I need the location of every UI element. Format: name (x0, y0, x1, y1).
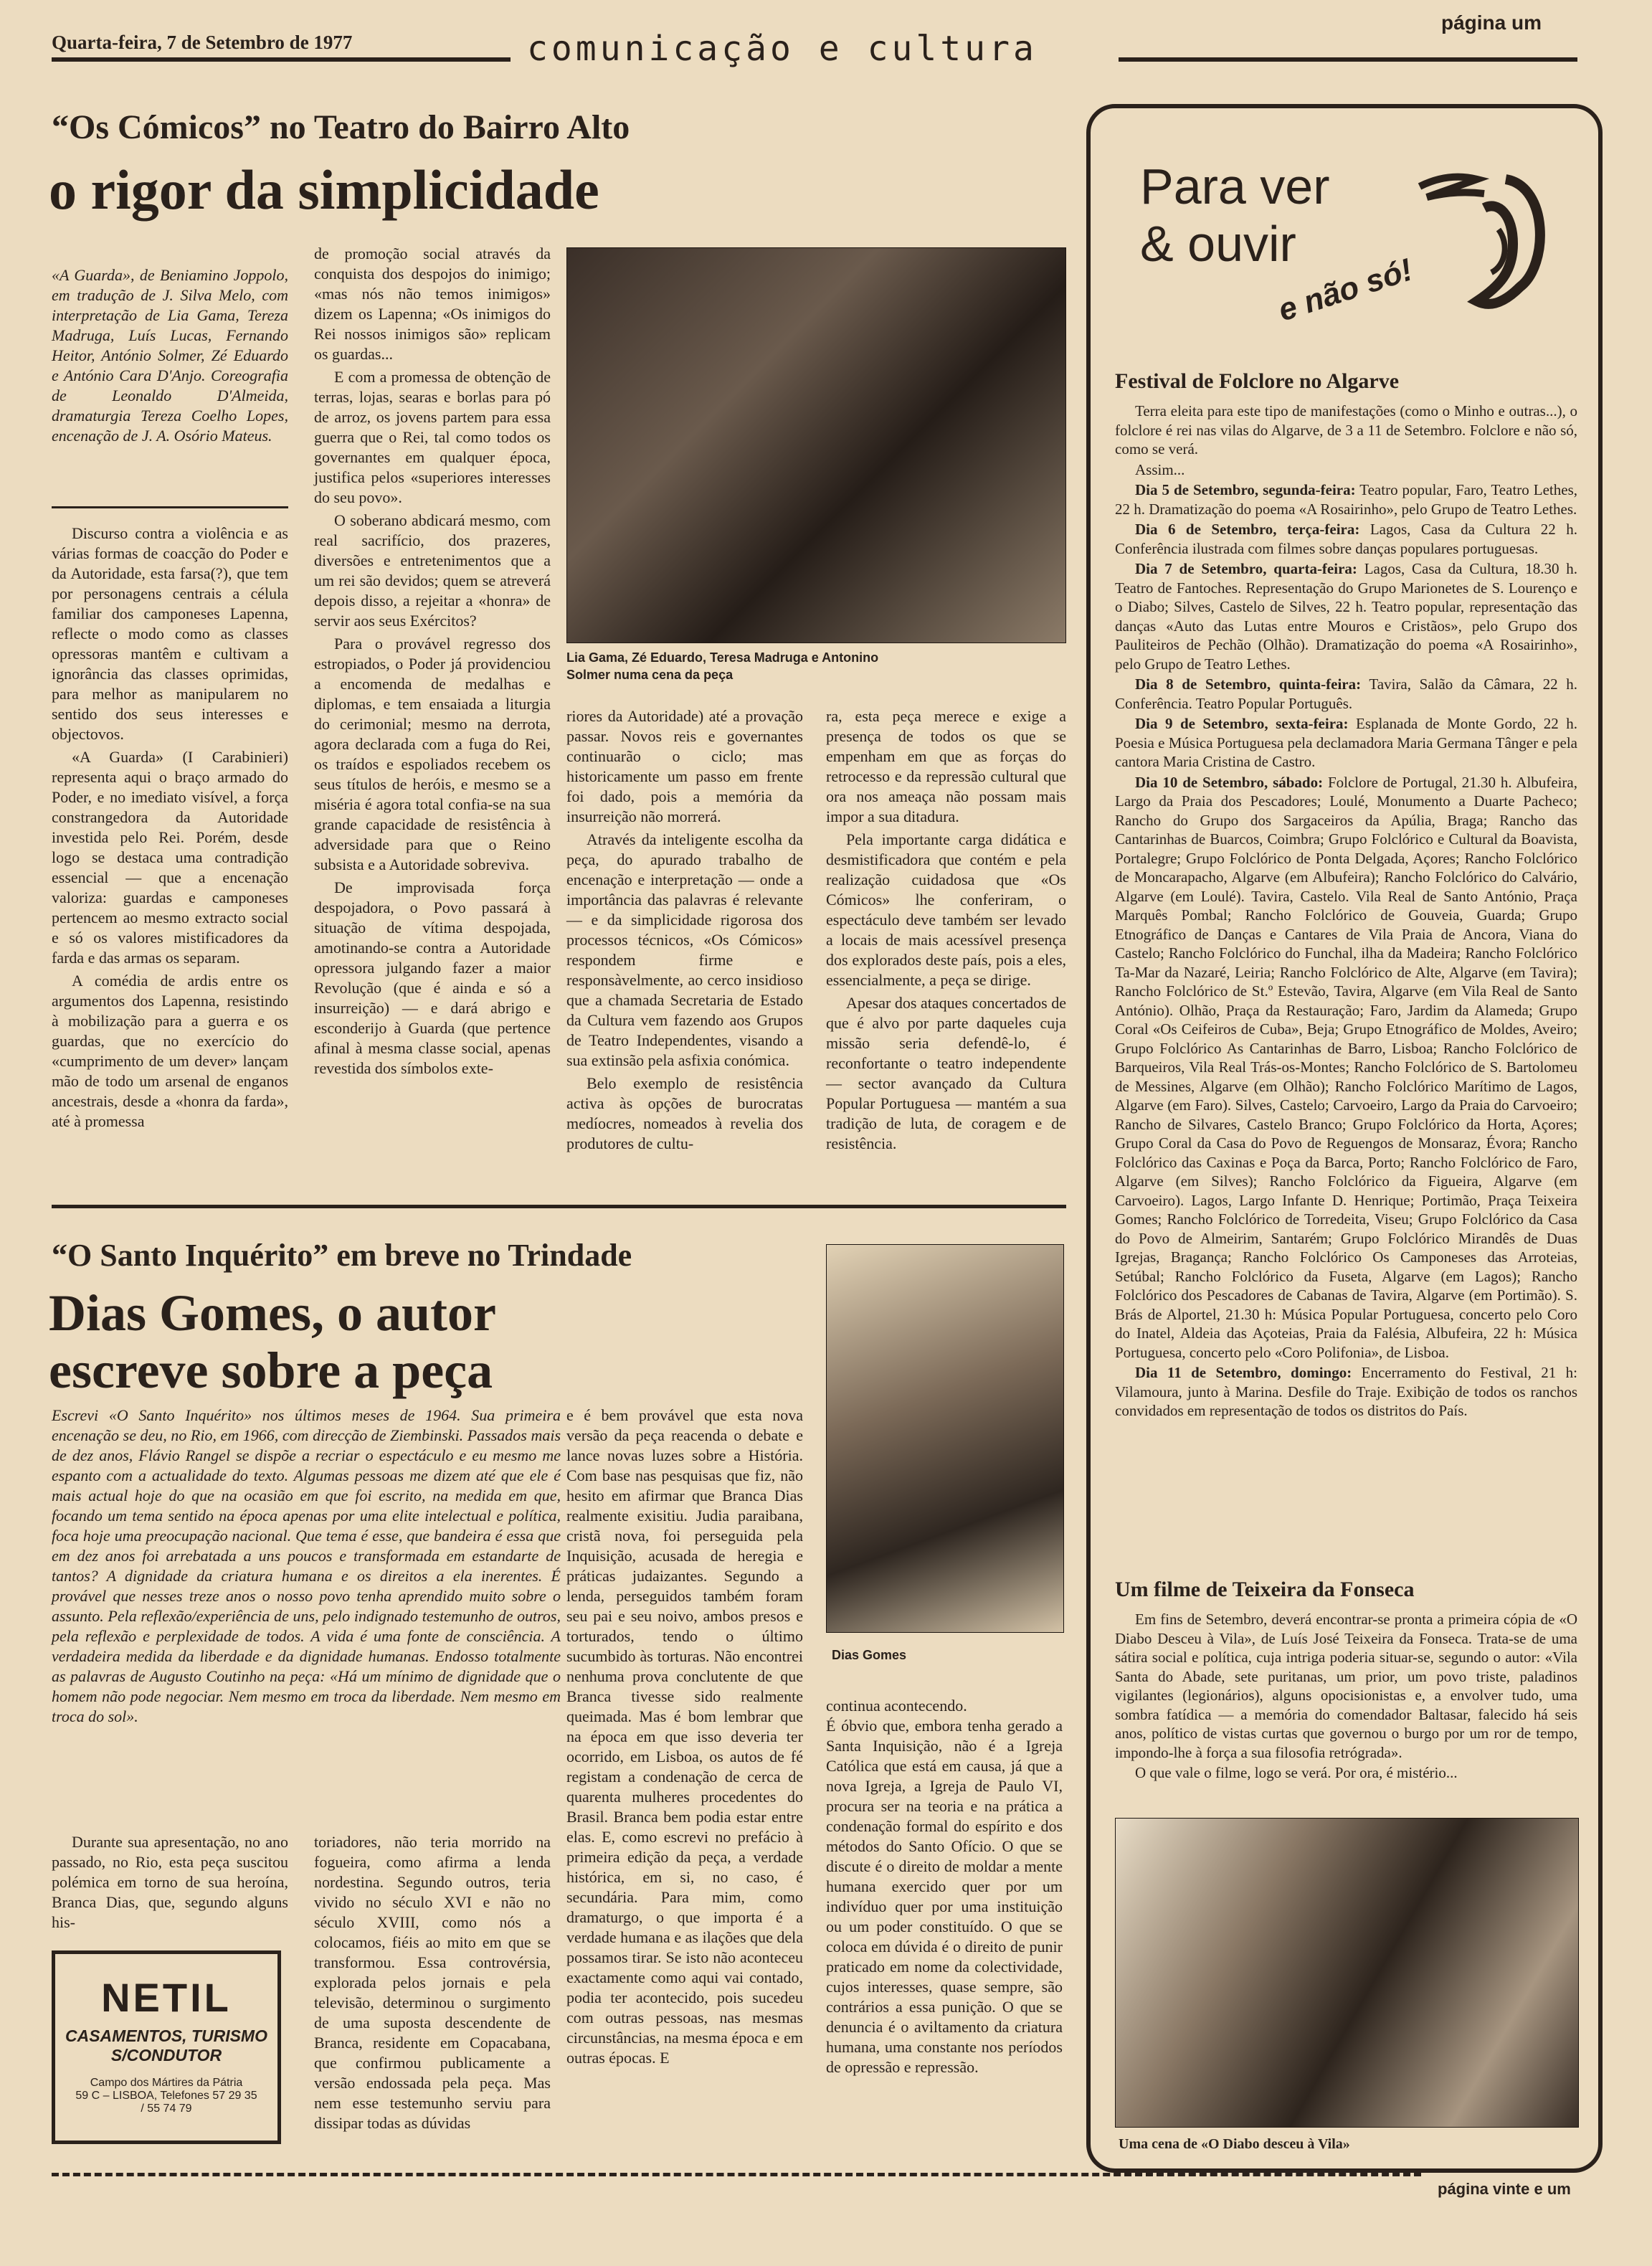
article1-col4 (826, 706, 1066, 1157)
footer-dashes (52, 2173, 1421, 2176)
masthead-rule-right (1119, 57, 1577, 62)
article1-col2 (314, 244, 551, 1081)
festival-programme (1115, 402, 1577, 1422)
day-label: Dia 5 de Setembro, segunda-feira: (1135, 481, 1356, 498)
article2-intro: Escrevi «O Santo Inquérito» nos últimos meses de 1964. Sua primeira encenação se deu, no Rio, em 1966, com direcção de Ziembinski. Passados mais de dez anos, Flávio Rangel se dispõe a recriar o espectáculo e eu mesmo me espanto com a actualidade do texto. Algumas pessoas me dizem até que ele é mais actual hoje do que na ocasião em que foi escrito, na medida em que, focando um tema sentido na época apenas por uma elite intelectual e política, foca hoje uma preocupação nacional. Que tema é esse, que bandeira é essa que em dez anos foi arrebatada a uns poucos e transformada em estandarte de tantos? A dignidade da criatura humana e os direitos a ela inerentes. É provável que nesses treze anos o nosso povo tenha aprendido muito sobre o assunto. Pela reflexão/experiência de uns, pelo indignado testemunho de outros, pela reflexão e perplexidade de todos. A vida é uma fonte de consciência. A verdadeira medida da liberdade e da dignidade humanas. Endosso totalmente as palavras de Augusto Coutinho na peça: «Há um mínimo de dignidade que o homem não pode negociar. Nem mesmo em troca da liberdade. Nem mesmo em troca do sol». (52, 1406, 561, 1725)
paragraph: ra, esta peça merece e exige a presença de todos os que se empenham em que as forças do retrocesso e da repressão cultural que ora nos ameaça não possam mais impor a sua ditadura. (826, 707, 1066, 825)
festival-title: Festival de Folclore no Algarve (1115, 369, 1400, 393)
article2-col2: toriadores, não teria morrido na fogueira, como afirma a lenda nordestina. Segundo outros, teria vivido no século XVI e não no século XVIII, como nós a colocamos, fiéis ao mito em que se transformou. Essa controvérsia, explorada pelos jornais e pela televisão, determinou o surgimento de uma suposta descendente de Branca, residente em Copacabana, que confirmou publicamente a versão endossada pela peça. Mas nem esse testemunho serviu para dissipar todas as dúvidas (314, 1833, 551, 2132)
day-entry (1115, 520, 1577, 558)
portrait-caption: Dias Gomes (832, 1648, 907, 1662)
day-entry (1115, 714, 1577, 772)
sidebar-title-1: Para ver (1140, 158, 1330, 214)
paragraph: riores da Autoridade) até a provação passar. Novos reis e governantes continuarão o ciclo; mas historicamente um passo em frente foi dado, pois a memória da insurreição não morrerá. (566, 707, 803, 825)
ad-name: NETIL (101, 1975, 232, 2020)
masthead-rule-left (52, 57, 511, 62)
article2-kicker: “O Santo Inquérito” em breve no Trindade (52, 1238, 632, 1273)
day-text: Folclore de Portugal, 21.30 h. Albufeira, Largo da Praia dos Pescadores; Loulé, Monumento a Duarte Pacheco; Rancho do Grupo dos Sargaceiros da Apúlia, Braga; Rancho das Cantarinhas de Buarcos, Coimbra; Grupo Folclórico e Cultural da Boavista, Portalegre; Grupo Folclórico de Ponta Delgada, Açores; Rancho Folclórico de Moncarapacho, Algarve (em Albufeira); Rancho Folclórico do Calvário, Algarve (em Loulé). Tavira, Castelo. Vila Real de Santo António, Praça Marquês Pombal; Rancho Folclórico de Gouveia, Guarda; Grupo Etnográfico de Danças e Cantares de Vila Praia de Ancora, Viana do Castelo; Rancho Folclórico do Funchal, ilha da Madeira; Rancho Folclórico Ta-Mar da Nazaré, Leiria; Rancho Folclórico de Alte, Algarve (em Tavira); Rancho Folclórico de St.º Estevão, Tavira, Algarve (em Vila Real de Santo António). Olhão, Praça da Restauração; Faro, Jardim da Alameda; Grupo Coral «Os Ceifeiros de Cuba», Beja; Grupo Etnográfico de Moldes, Aveiro; Grupo Folclórico As Cantarinhas de Barro, Lisboa; Rancho Folclórico de Barqueiros, Vila Real Trás-os-Montes; Rancho Folclórico de S. Bartolomeu de Messines, Algarve (em Olhão); Rancho Folclórico Marítimo de Lagos, Algarve (em Faro). Silves, Castelo; Carvoeiro, Largo da Praia do Carvoeiro; Rancho de Silvares, Castelo Branco; Grupo Folclórico da Horta, Açores; Grupo Coral da Casa do Povo de Reguengos de Monsaraz, Évora; Rancho Folclórico das Caxinas e Poça da Barca, Porto; Rancho Folclórico de Faro, Algarve (em Silves); Rancho Folclórico da Figueira, Algarve (em Carvoeiro). Lagos, Largo Infante D. Henrique; Portimão, Praça Teixeira Gomes; Rancho Folclórico de Torredeita, Viseu; Grupo Folclórico da Casa do Povo de Almeirim, Santarém; Grupo Folclórico Mirandês de Duas Igrejas, Bragança; Rancho Folclórico Os Camponeses das Arroteias, Setúbal; Rancho Folclórico da Fuseta, Algarve (em Lagos); Rancho Folclórico dos Pescadores de Cabanas de Tavira, Algarve (em Portimão). S. Brás de Alportel, 21.30 h: Música Popular Portuguesa, concerto pelo Coro do Inatel, Aldeia das Açoteias, Praia da Falésia, Albufeira, 22 h: Música Portuguesa, concerto pelo «Coro Polifonia», de Lisboa. (1115, 773, 1577, 1361)
film-photo (1115, 1818, 1579, 2128)
day-label: Dia 8 de Setembro, quinta-feira: (1135, 675, 1362, 693)
day-entry (1115, 559, 1577, 673)
paragraph: Discurso contra a violência e as várias formas de coacção do Poder e da Autoridade, esta farsa(?), que tem por personagens centrais a célula familiar dos camponeses Lapenna, reflecte o modo como as classes opressoras mantêm e cultivam a ignorância das classes oprimidas, para melhor as manipularem no sentido dos seus interesses e objectovos. (52, 524, 288, 743)
paragraph: de promoção social através da conquista dos despojos do inimigo; «mas nós não temos inimigos» dizem os Lapenna; «Os inimigos do Rei nossos inimigos são» replicam os guardas... (314, 245, 551, 363)
ad-address2: 59 C – LISBOA, Telefones 57 29 35 (75, 2090, 257, 2102)
paragraph: Pela importante carga didática e desmistificadora que contém e pela realização cuidadosa que «Os Cómicos» lhe conferiram, o espectáculo deve também ser levado a locais de mais acessível presença dos explorados deste país, pois a eles, essencialmente, a peça se dirige. (826, 830, 1066, 989)
sidebar-title-3: e não só! (1274, 252, 1417, 328)
paragraph: «A Guarda» (I Carabinieri) representa aqui o braço armado do Poder, e no imediato visível, a força constrangedora da Autoridade investida pelo Rei. Porém, desde logo se destaca uma contradição essencial — que a encenação valoriza: guardas e camponeses pertencem ao mesmo extracto social e só os valores mistificadores da farda e das armas os separam. (52, 748, 288, 967)
day-text: Teatro popular, Faro, Teatro Lethes, 22 h. Dramatização do poema «A Rosairinho», pelo Grupo de Teatro Lethes. (1115, 481, 1577, 518)
day-label: Dia 10 de Setembro, sábado: (1135, 773, 1324, 791)
ear-icon (1405, 165, 1549, 316)
article1-credits: «A Guarda», de Beniamino Joppolo, em tradução de J. Silva Melo, com interpretação de Lia Gama, Tereza Madruga, Luís Lucas, Fernando Heitor, António Solmer, Zé Eduardo e António Cara D'Anjo. Coreografia de Leonaldo D'Almeida, dramaturgia Tereza Coelho Lopes, encenação de J. A. Osório Mateus. (52, 266, 288, 445)
day-text: Tavira, Salão da Câmara, 22 h. Conferência. Teatro Popular Português. (1115, 675, 1578, 712)
article1-headline: o rigor da simplicidade (49, 158, 599, 221)
day-entry (1115, 675, 1577, 713)
ad-address3: / 55 74 79 (141, 2103, 192, 2115)
festival-intro: Terra eleita para este tipo de manifestações (como o Minho e outras...), o folclore é rei nas vilas do Algarve, de 3 a 11 de Setembro. Folclore e não só, como se verá. (1115, 402, 1577, 458)
day-text: Lagos, Casa da Cultura, 18.30 h. Teatro de Fantoches. Representação do Grupo Marionetes de S. Lourenço e o Diabo; Silves, Castelo de Silves, 22 h. Teatro popular, representação das danças «Auto das Lutas entre Mouros e Cristãos», pelo Grupo dos Pauliteiros de Pechão (Olhão). Dramatização do poema «A Rosairinho», pelo Grupo de Teatro Lethes. (1115, 560, 1578, 673)
film-title: Um filme de Teixeira da Fonseca (1115, 1578, 1415, 1601)
dias-gomes-portrait (826, 1244, 1064, 1633)
day-entry (1115, 1363, 1577, 1421)
day-label: Dia 7 de Setembro, quarta-feira: (1135, 560, 1357, 577)
day-text: Encerramento do Festival, 21 h: Vilamoura, junto à Marina. Desfile do Traje. Exibição de todos os ranchos convidados em representação de todos os distritos do País. (1115, 1364, 1577, 1419)
footer-page-label: página vinte e um (1438, 2180, 1571, 2198)
paragraph: Através da inteligente escolha da peça, do apurado trabalho de encenação e interpretação — onde a importância das palavras é relevante — e da simplicidade rigorosa dos processos técnicos, «Os Cómicos» respondem firme e responsàvelmente, ao cerco insidioso que a chamada Secretaria de Estado da Cultura vem fazendo aos Grupos de Teatro Independentes, visando a sua extinsão pela asfixia conómica. (566, 830, 803, 1069)
page-label: página um (1441, 11, 1542, 34)
article2-col3: e é bem provável que esta nova versão da peça reacenda o debate e lance novas luzes sobre a História. Com base nas pesquisas que fiz, não hesito em afirmar que Branca Dias realmente exisitiu. Judia paraibana, cristã nova, foi perseguida pela Inquisição, acusada de heregia e práticas judaizantes. Segundo a lenda, perseguidos também foram seu pai e seu noivo, ambos presos e torturados, tendo o último sucumbido às torturas. Não encontrei nenhuma prova conclutente de que Branca tivesse sido realmente queimada. Mas é bom lembrar que na época em que isso deveria ter ocorrido, em Lisboa, os autos de fé registam a condenação de cerca de quarenta mulheres procedentes do Brasil. Branca bem podia estar entre elas. E, como escrevi no prefácio à primeira edição da peça, a verdade histórica, em si, no caso, é secundária. Para mim, como dramaturgo, o que importa é a verdade humana e as ilações que dela possamos tirar. Se isto não aconteceu exactamente como aqui vai contado, podia ter acontecido, pois sucedeu com outras pessoas, nas mesmas circunstâncias, na mesma época e em outras épocas. E (566, 1406, 803, 2067)
theatre-photo-caption: Lia Gama, Zé Eduardo, Teresa Madruga e Antonino Solmer numa cena da peça (566, 650, 879, 682)
day-text: Esplanada de Monte Gordo, 22 h. Poesia e Música Portuguesa pela declamadora Maria Germana Tânger e pela cantora Maria Cristina de Castro. (1115, 715, 1578, 770)
film-last: O que vale o filme, logo se verá. Por ora, é mistério... (1135, 1764, 1458, 1781)
paragraph: E com a promessa de obtenção de terras, lojas, searas e borlas para pó de arroz, os jovens partem para essa guerra que o Rei, tal como todos os governantes em qualquer época, justifica pelos «superiores interesses do seu povo». (314, 368, 551, 506)
ad-address1: Campo dos Mártires da Pátria (90, 2077, 243, 2089)
paragraph: De improvisada força despojadora, o Povo passará à situação de vítima despojada, amotinando-se contra a Autoridade opressora julgando fazer a maior Revolução (que é ainda e só a insurreição) — e dará abrigo e esconderijo à Guarda (que pertence afinal à mesma classe social, apenas revestida dos símbolos exte- (314, 878, 551, 1077)
article1-col1 (52, 523, 288, 1134)
film-caption: Uma cena de «O Diabo desceu à Vila» (1119, 2136, 1350, 2152)
day-entry (1115, 480, 1577, 518)
paragraph: Apesar dos ataques concertados de que é alvo por parte daqueles cuja missão seria defendê-lo, é reconfortante o teatro independente — sector avançado da Cultura Popular Portuguesa — mantém a sua tradição de luta, de coragem e de resistência. (826, 994, 1066, 1152)
paragraph: Para o provável regresso dos estropiados, o Poder já providenciou a encomenda de medalhas e diplomas, e tem ensaiada a liturgia do cerimonial; mesmo na derrota, agora declarada com a fuga do Rei, os traídos e espoliados recebem os seus títulos de heróis, e mesmo se a miséria é agora total confia-se na sua grande capacidade de resistência à adversidade para que o Reino subsista e a Autoridade sobreviva. (314, 635, 551, 873)
film-text: Em fins de Setembro, deverá encontrar-se pronta a primeira cópia de «O Diabo Desceu à Vila», de Luís José Teixeira da Fonseca. Trata-se de uma sátira social e política, cuja intriga poderia situar-se, segundo o autor: «Vila Santa do Abade, sete puritanas, um prior, um povo triste, paladinos vigilantes (legionários), alguns opocisionistas e, a envolver tudo, uma sombra fatídica — a memória do comendador Baltasar, falecido há seis anos, político de vistas curtas que governou o burgo por um ror de tempo, impondo-lhe à força a sua filosofia retrógrada». (1115, 1611, 1577, 1761)
paragraph: O soberano abdicará mesmo, com real sacrifício, dos prazeres, diversões e entretenimentos que a um rei são devidos; quem se atreverá depois disso, a rejeitar a «honra» de servir aos seus Exércitos? (314, 511, 551, 630)
day-text: Lagos, Casa da Cultura 22 h. Conferência ilustrada com filmes sobre danças populares portuguesas. (1115, 521, 1578, 557)
ad-tagline1: CASAMENTOS, TURISMO (65, 2026, 267, 2045)
article1-kicker: “Os Cómicos” no Teatro do Bairro Alto (52, 108, 630, 146)
ad-tagline2: S/CONDUTOR (110, 2046, 222, 2064)
sidebar-title-2: & ouvir (1140, 216, 1296, 272)
day-label: Dia 11 de Setembro, domingo: (1135, 1364, 1352, 1381)
netil-ad (52, 1950, 281, 2144)
article-divider (52, 1205, 1066, 1208)
theatre-photo (566, 247, 1066, 643)
masthead-date: Quarta-feira, 7 de Setembro de 1977 (52, 32, 353, 53)
film-text-block (1115, 1610, 1577, 1784)
day-label: Dia 9 de Setembro, sexta-feira: (1135, 715, 1349, 732)
article2-col4: continua acontecendo. É óbvio que, embora tenha gerado a Santa Inquisição, não é a Igreja Católica que está em causa, já que a nova Igreja, a Igreja de Paulo VI, procura ser na teoria e na prática a condenação formal do espírito e dos métodos do Santo Ofício. O que se discute é o direito de moldar a mente humana exercido quer por um indivíduo quer por uma instituição ou um poder constituído. O que se coloca em dúvida é o direito de punir praticado em nome da colectividade, cujos interesses, quase sempre, são contrários a essa punição. O que se denuncia é o aviltamento da criatura humana, uma constante nos períodos de opressão e repressão. (826, 1697, 1063, 2076)
article1-col3 (566, 706, 803, 1157)
day-entry (1115, 773, 1577, 1362)
article2-headline-line1: Dias Gomes, o autor (49, 1284, 496, 1342)
day-label: Dia 6 de Setembro, terça-feira: (1135, 521, 1360, 538)
article2-col1: Durante sua apresentação, no ano passado, no Rio, esta peça suscitou polémica em torno de sua heroína, Branca Dias, que, segundo alguns his- (52, 1833, 288, 1931)
section-title: comunicação e cultura (527, 29, 1038, 69)
festival-assim: Assim... (1135, 460, 1185, 478)
credits-rule (52, 506, 288, 508)
paragraph: Belo exemplo de resistência activa às opções de burocratas medíocres, nomeados à revelia dos produtores de cultu- (566, 1074, 803, 1152)
paragraph: A comédia de ardis entre os argumentos dos Lapenna, resistindo à mobilização para a guerra e os guardas, que no exercício do «cumprimento de um dever» lançam mão de todo um arsenal de enganos ancestrais, desde a «honra da farda», até à promessa (52, 972, 288, 1130)
article2-headline-line2: escreve sobre a peça (49, 1342, 493, 1399)
